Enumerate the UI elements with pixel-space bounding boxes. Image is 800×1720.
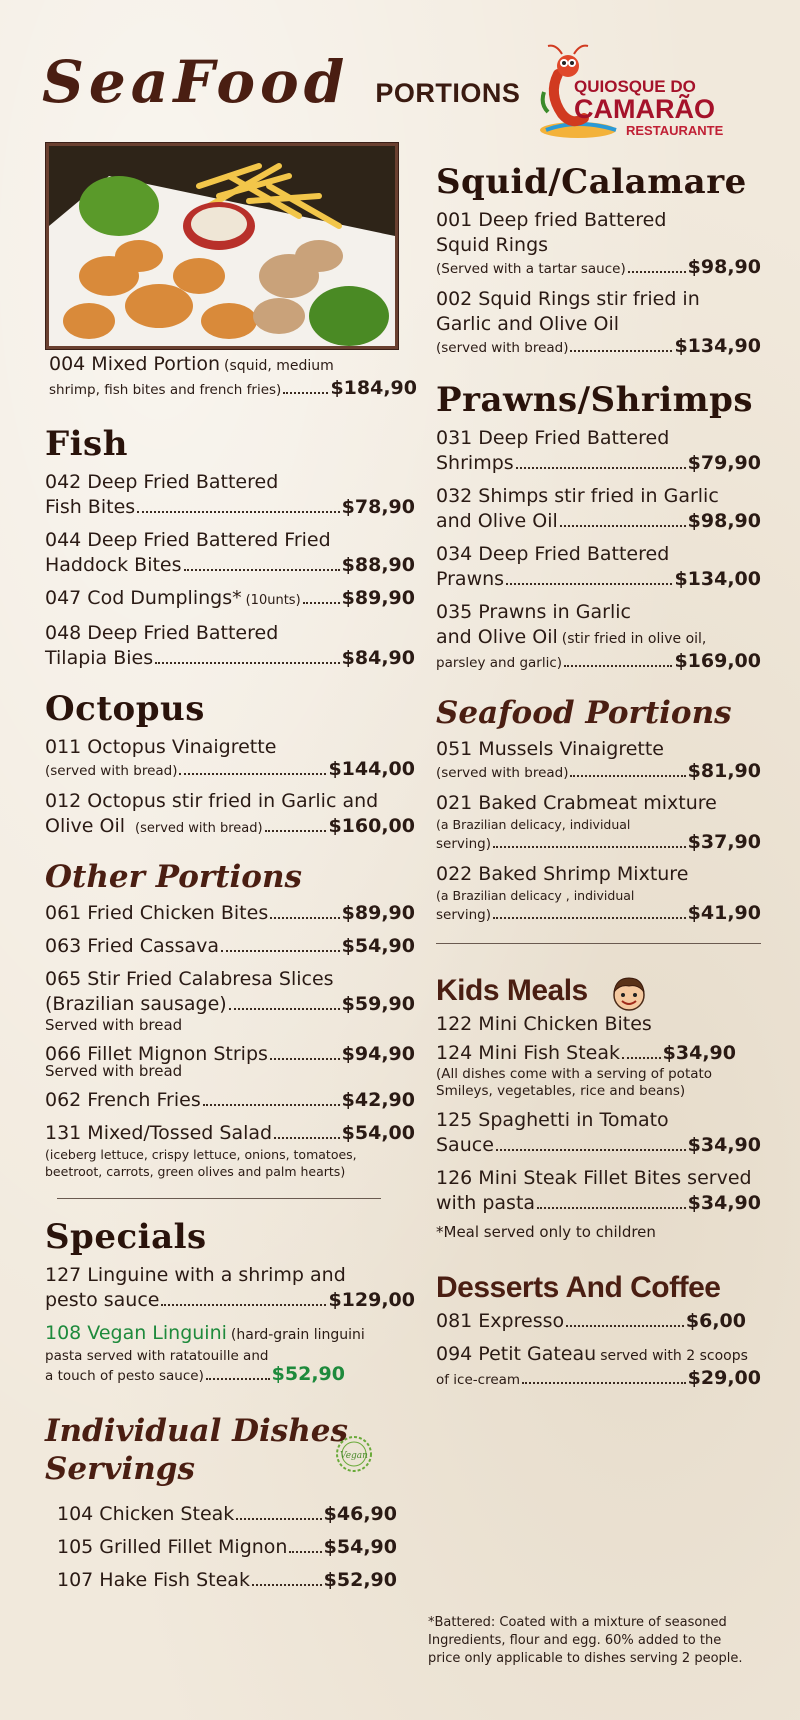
dot-leader [265, 830, 327, 832]
food-photo [46, 143, 398, 349]
item-name: with pasta [436, 1192, 536, 1214]
footnote-line: Ingredients, flour and egg. 60% added to the [428, 1633, 722, 1648]
vegan-badge-icon [334, 1434, 374, 1474]
heading-octopus: Octopus [45, 689, 205, 729]
section-desserts [436, 1271, 761, 1390]
menu-item [45, 1088, 415, 1113]
heading-other: Other Portions [45, 859, 302, 895]
menu-item [45, 934, 415, 959]
dot-leader [206, 1378, 270, 1380]
item-price: $88,90 [341, 554, 415, 576]
footnote [428, 1614, 788, 1668]
dot-leader [566, 1325, 684, 1327]
menu-item [436, 287, 761, 358]
footnote-line: *Battered: Coated with a mixture of seasoned [428, 1615, 727, 1630]
item-price: $41,90 [687, 902, 761, 924]
dot-leader [564, 665, 672, 667]
menu-item [436, 1012, 761, 1037]
menu-item [45, 735, 415, 781]
item-price: $34,90 [687, 1192, 761, 1214]
item-name: (Brazilian sausage) [45, 993, 227, 1015]
item-name: 105 Grilled Fillet Mignon [57, 1536, 288, 1558]
item-note: (served with bread) [135, 821, 263, 836]
section-kids [436, 974, 761, 1241]
item-name: 122 Mini Chicken Bites [436, 1013, 652, 1035]
menu-item [436, 1342, 761, 1390]
item-note: beetroot, carrots, green olives and palm hearts) [45, 1164, 346, 1179]
item-name: 002 Squid Rings stir fried in [436, 288, 700, 310]
item-note: (stir fried in olive oil, [561, 631, 707, 647]
item-note: (served with bread) [45, 763, 178, 779]
heading-specials: Specials [45, 1217, 207, 1257]
dot-leader [274, 1137, 340, 1139]
item-price: $94,90 [341, 1043, 415, 1065]
item-note: Smileys, vegetables, rice and beans) [436, 1083, 686, 1099]
menu-item [45, 621, 415, 671]
dot-leader [283, 392, 328, 394]
section-fish [45, 424, 415, 671]
item-name: 081 Expresso [436, 1310, 565, 1332]
item-note: served with 2 scoops [600, 1348, 748, 1364]
dot-leader [522, 1382, 686, 1384]
item-name: 108 Vegan Linguini [45, 1322, 227, 1344]
heading-individual-1: Individual Dishes [45, 1413, 348, 1449]
menu-item [436, 862, 761, 925]
dot-leader [236, 1518, 321, 1520]
menu-item [57, 1568, 397, 1593]
featured-name: 004 Mixed Portion [49, 353, 221, 375]
item-name: 066 Fillet Mignon Strips [45, 1043, 268, 1065]
divider [57, 1198, 381, 1199]
left-column [45, 424, 415, 1611]
dot-leader [179, 773, 326, 775]
item-note: pasta served with ratatouille and [45, 1348, 269, 1364]
item-price: $144,00 [328, 758, 415, 780]
menu-item [45, 586, 415, 613]
menu-item [436, 426, 761, 476]
menu-item [436, 1108, 761, 1158]
dot-leader [161, 1304, 326, 1306]
item-name: Tilapia Bies [45, 647, 154, 669]
menu-item [436, 1166, 761, 1216]
dot-leader [516, 467, 686, 469]
item-note: (served with bread) [436, 765, 569, 781]
menu-item [436, 737, 761, 783]
dot-leader [303, 602, 340, 604]
menu-item [436, 484, 761, 534]
dot-leader [496, 1149, 686, 1151]
menu-item [45, 967, 415, 1034]
logo-line3: RESTAURANTE [626, 123, 724, 138]
heading-kids: Kids Meals [436, 974, 588, 1007]
menu-item [436, 1041, 761, 1100]
dot-leader [289, 1551, 321, 1553]
item-price: $6,00 [685, 1310, 746, 1332]
item-price: $89,90 [341, 902, 415, 924]
menu-item [45, 901, 415, 926]
featured-item [49, 352, 417, 400]
item-price: $52,90 [323, 1569, 397, 1591]
item-name: 063 Fried Cassava [45, 935, 219, 957]
item-note: (served with bread) [436, 340, 569, 356]
divider [436, 943, 761, 944]
item-note: Served with bread [45, 1016, 183, 1034]
section-specials [45, 1217, 415, 1386]
menu-item [45, 1321, 365, 1386]
item-price: $79,90 [687, 452, 761, 474]
item-price: $42,90 [341, 1089, 415, 1111]
item-note: serving) [436, 907, 492, 923]
menu-item [436, 791, 761, 854]
item-price: $98,90 [687, 510, 761, 532]
section-other [45, 859, 415, 1180]
menu-item [45, 1121, 415, 1180]
item-name: and Olive Oil [436, 510, 558, 532]
featured-detail1: (squid, medium [224, 358, 334, 374]
item-note: (a Brazilian delicacy, individual [436, 817, 631, 832]
heading-prawns: Prawns/Shrimps [436, 380, 754, 420]
item-price: $46,90 [323, 1503, 397, 1525]
item-name: Olive Oil [45, 815, 125, 837]
dot-leader [270, 1058, 340, 1060]
item-name: Squid Rings [436, 234, 549, 256]
item-name: Sauce [436, 1134, 494, 1156]
item-name: 131 Mixed/Tossed Salad [45, 1122, 273, 1144]
item-name: 031 Deep Fried Battered [436, 427, 670, 449]
item-note: serving) [436, 836, 492, 852]
item-price: $134,90 [674, 335, 761, 357]
menu-item [45, 1042, 415, 1080]
item-name: 127 Linguine with a shrimp and [45, 1264, 346, 1286]
item-price: $52,90 [271, 1363, 345, 1385]
heading-squid: Squid/Calamare [436, 162, 747, 202]
item-name: 104 Chicken Steak [57, 1503, 235, 1525]
item-name: 124 Mini Fish Steak [436, 1042, 620, 1064]
item-price: $134,00 [674, 568, 761, 590]
item-name: Fish Bites [45, 496, 136, 518]
item-price: $89,90 [341, 587, 415, 609]
item-name: 022 Baked Shrimp Mixture [436, 863, 689, 885]
item-name: 032 Shimps stir fried in Garlic [436, 485, 719, 507]
item-price: $54,00 [341, 1122, 415, 1144]
menu-item [57, 1502, 397, 1527]
item-price: $34,90 [687, 1134, 761, 1156]
dot-leader [506, 583, 672, 585]
item-name: 051 Mussels Vinaigrette [436, 738, 664, 760]
item-name: 047 Cod Dumplings* [45, 587, 242, 609]
dot-leader [560, 525, 686, 527]
menu-item [436, 542, 761, 592]
item-price: $169,00 [674, 650, 761, 672]
dot-leader [203, 1104, 340, 1106]
menu-item [45, 470, 415, 520]
dot-leader [184, 569, 340, 571]
item-name: 011 Octopus Vinaigrette [45, 736, 277, 758]
dot-leader [252, 1584, 322, 1586]
heading-desserts: Desserts And Coffee [436, 1271, 721, 1304]
item-price: $81,90 [687, 760, 761, 782]
right-column [436, 162, 761, 1408]
item-note: a touch of pesto sauce) [45, 1368, 204, 1384]
item-price: $84,90 [341, 647, 415, 669]
heading-individual-2: Servings [45, 1451, 195, 1487]
logo-line1: QUIOSQUE DO [574, 77, 696, 96]
item-name: Haddock Bites [45, 554, 182, 576]
item-name: 062 French Fries [45, 1089, 201, 1111]
featured-price: $184,90 [330, 377, 417, 399]
title-script: SeaFood [42, 48, 350, 116]
menu-item [45, 528, 415, 578]
dot-leader [270, 917, 339, 919]
section-prawns [436, 380, 761, 673]
dot-leader [229, 1008, 340, 1010]
dot-leader [570, 775, 685, 777]
logo-line2: CAMARÃO [574, 94, 715, 124]
dot-leader [221, 950, 340, 952]
dot-leader [493, 846, 686, 848]
section-seafood [436, 695, 761, 925]
title-portions: PORTIONS [375, 78, 521, 108]
item-note: (10unts) [245, 593, 301, 608]
dot-leader [155, 662, 340, 664]
item-price: $29,00 [687, 1367, 761, 1389]
item-name: 048 Deep Fried Battered [45, 622, 279, 644]
item-note: (All dishes come with a serving of potato [436, 1066, 713, 1082]
menu-title [42, 48, 520, 116]
item-price: $98,90 [687, 256, 761, 278]
menu-item [436, 208, 761, 279]
featured-detail2: shrimp, fish bites and french fries) [49, 382, 282, 398]
item-price: $59,90 [341, 993, 415, 1015]
dot-leader [137, 511, 340, 513]
dot-leader [493, 917, 686, 919]
item-name: 021 Baked Crabmeat mixture [436, 792, 717, 814]
item-name: 107 Hake Fish Steak [57, 1569, 250, 1591]
item-price: $54,90 [341, 935, 415, 957]
item-price: $37,90 [687, 831, 761, 853]
item-note: (Served with a tartar sauce) [436, 261, 626, 277]
item-name: 012 Octopus stir fried in Garlic and [45, 790, 379, 812]
item-note: parsley and garlic) [436, 655, 563, 671]
item-name: 035 Prawns in Garlic [436, 601, 631, 623]
menu-item [57, 1535, 397, 1560]
menu-item [436, 600, 761, 673]
item-name: and Olive Oil [436, 626, 558, 648]
item-name: 061 Fried Chicken Bites [45, 902, 269, 924]
item-price: $78,90 [341, 496, 415, 518]
heading-seafood: Seafood Portions [436, 695, 732, 731]
item-name: 125 Spaghetti in Tomato [436, 1109, 669, 1131]
section-octopus [45, 689, 415, 841]
item-name: pesto sauce [45, 1289, 160, 1311]
vegan-badge-label: Vegan [340, 1451, 368, 1461]
item-name: 094 Petit Gateau [436, 1343, 597, 1365]
dot-leader [628, 271, 686, 273]
item-note: (iceberg lettuce, crispy lettuce, onions, tomatoes, [45, 1147, 357, 1162]
item-name: 044 Deep Fried Battered Fried [45, 529, 331, 551]
item-name: 034 Deep Fried Battered [436, 543, 670, 565]
logo-text [574, 78, 723, 137]
menu-item [45, 789, 415, 841]
footnote-line: price only applicable to dishes serving 2 people. [428, 1651, 743, 1666]
item-name: 065 Stir Fried Calabresa Slices [45, 968, 334, 990]
item-name: Shrimps [436, 452, 514, 474]
menu-item [45, 1263, 415, 1313]
item-note: of ice-cream [436, 1372, 521, 1388]
item-price: $34,90 [662, 1042, 736, 1064]
item-note: (hard-grain linguini [230, 1327, 365, 1343]
dot-leader [622, 1057, 661, 1059]
item-note: Served with bread [45, 1062, 183, 1080]
kids-note: *Meal served only to children [436, 1223, 656, 1241]
menu-item [436, 1309, 761, 1334]
item-price: $129,00 [328, 1289, 415, 1311]
item-name: 042 Deep Fried Battered [45, 471, 279, 493]
item-name: 126 Mini Steak Fillet Bites served [436, 1167, 752, 1189]
dot-leader [570, 350, 672, 352]
item-note: (a Brazilian delicacy , individual [436, 888, 635, 903]
kid-face-icon [608, 974, 650, 1012]
section-squid [436, 162, 761, 358]
item-name: 001 Deep fried Battered [436, 209, 667, 231]
item-name: Prawns [436, 568, 505, 590]
mixed-portion-photo-icon [49, 146, 395, 346]
item-price: $54,90 [323, 1536, 397, 1558]
heading-fish: Fish [45, 424, 128, 464]
item-name: Garlic and Olive Oil [436, 313, 620, 335]
item-price: $160,00 [328, 815, 415, 837]
dot-leader [537, 1207, 686, 1209]
